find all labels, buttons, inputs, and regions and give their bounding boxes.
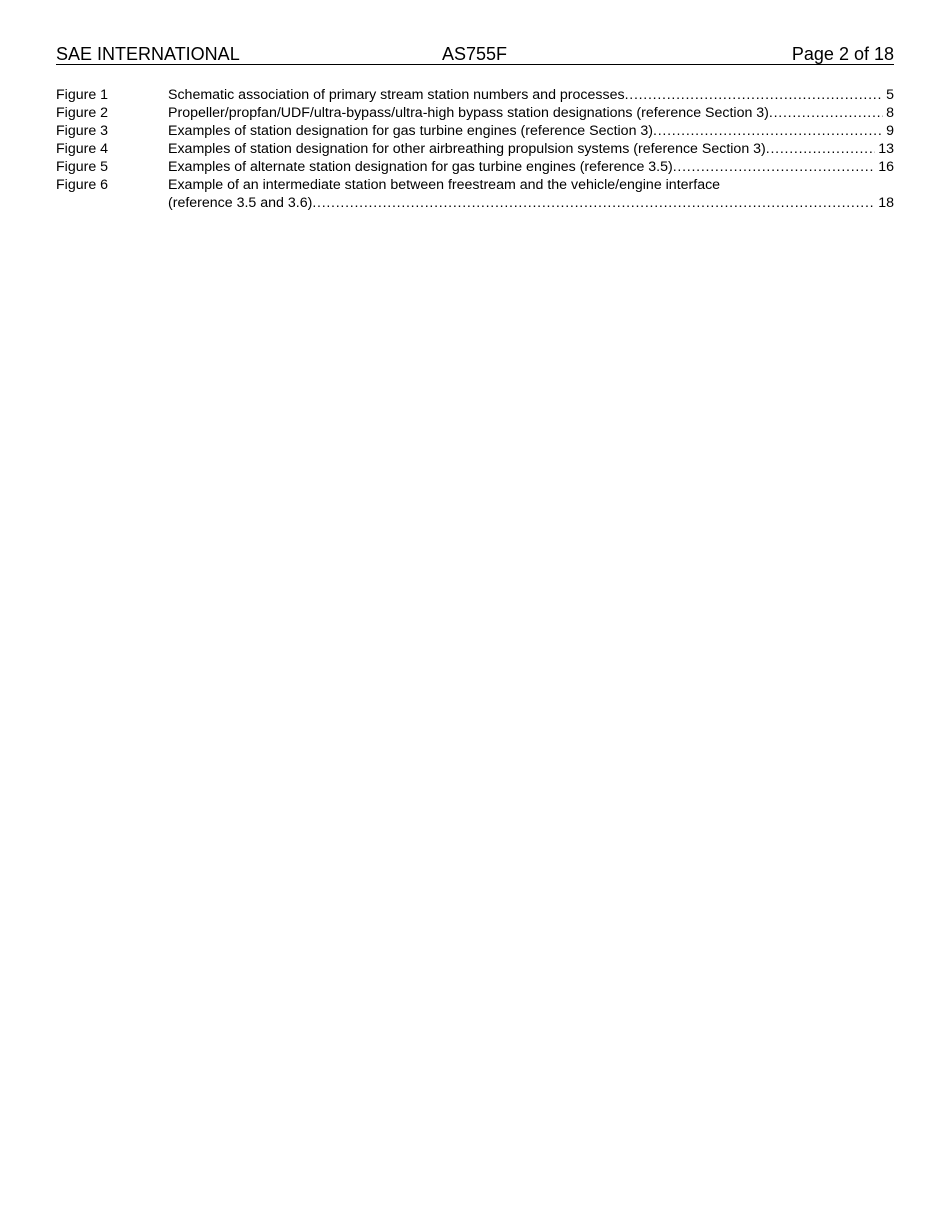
toc-page-number: 18: [878, 195, 894, 211]
toc-leader-dots: [312, 194, 875, 212]
toc-figure-label: Figure 2: [56, 105, 109, 121]
toc-entry-figure-3[interactable]: [56, 122, 894, 140]
toc-figure-title: Propeller/propfan/UDF/ultra-bypass/ultra-high bypass station designations (reference Section 3): [168, 105, 769, 121]
toc-figure-title: Example of an intermediate station between freestream and the vehicle/engine interface: [168, 177, 721, 193]
toc-entry-figure-2[interactable]: [56, 104, 894, 122]
toc-figure-label: Figure 3: [56, 123, 109, 139]
toc-entry-figure-4[interactable]: [56, 140, 894, 158]
toc-figure-label: Figure 5: [56, 159, 109, 175]
header-doc-id: AS755F: [442, 44, 508, 64]
toc-figure-title: Examples of station designation for other airbreathing propulsion systems (reference Section 3): [168, 141, 766, 157]
toc-page-number: 5: [886, 87, 894, 103]
toc-page-number: 13: [878, 141, 894, 157]
toc-figure-title: Examples of alternate station designation for gas turbine engines (reference 3.5): [168, 159, 673, 175]
toc-figure-label: Figure 6: [56, 177, 109, 193]
toc-entry-figure-5[interactable]: [56, 158, 894, 176]
toc-leader-dots: [653, 122, 883, 140]
header-org: SAE INTERNATIONAL: [56, 44, 240, 64]
toc-figure-label: Figure 1: [56, 87, 109, 103]
toc-entry-figure-1[interactable]: [56, 86, 894, 104]
toc-leader-dots: [625, 86, 884, 104]
toc-figure-label: Figure 4: [56, 141, 109, 157]
toc-entry-figure-6[interactable]: [56, 176, 894, 212]
toc-figure-title: Examples of station designation for gas turbine engines (reference Section 3): [168, 123, 654, 139]
toc-page-number: 8: [886, 105, 894, 121]
toc-page-number: 16: [878, 159, 894, 175]
toc-figure-title: Schematic association of primary stream station numbers and processes: [168, 87, 625, 103]
page-header: [56, 44, 894, 65]
toc-leader-dots: [769, 104, 883, 122]
toc-leader-dots: [673, 158, 875, 176]
list-of-figures: [56, 86, 894, 212]
header-page-number: Page 2 of 18: [791, 44, 894, 64]
toc-leader-dots: [766, 140, 875, 158]
toc-figure-title-continued: (reference 3.5 and 3.6): [168, 195, 313, 211]
toc-page-number: 9: [886, 123, 894, 139]
